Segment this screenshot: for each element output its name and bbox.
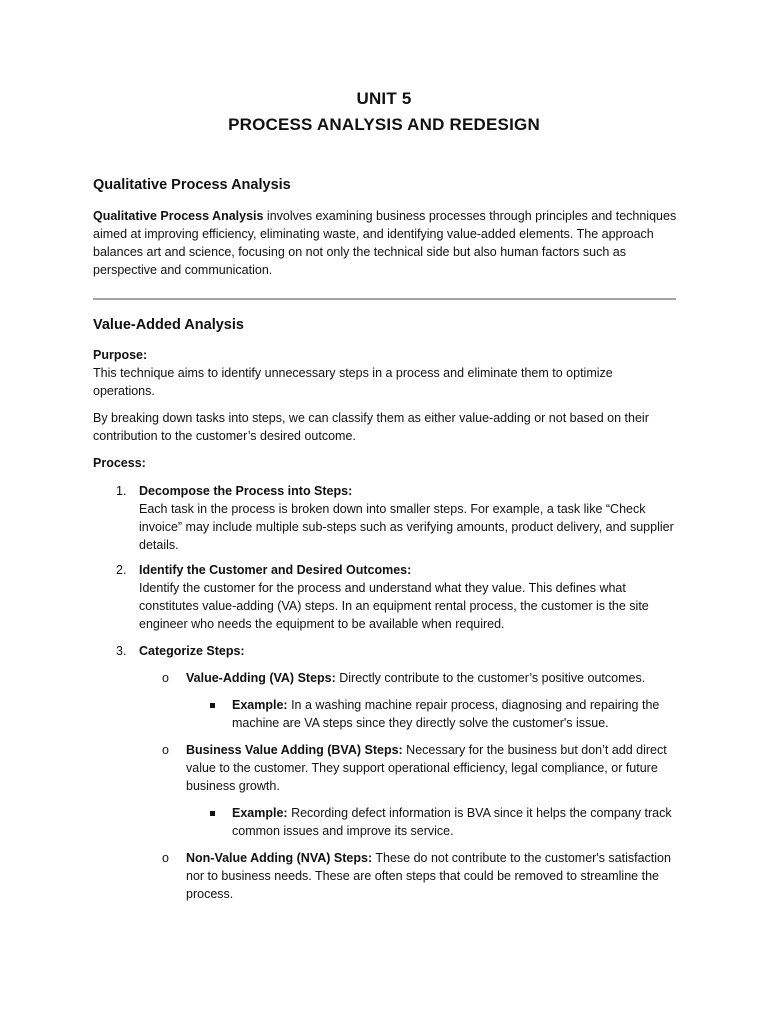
qualitative-paragraph <box>93 207 678 279</box>
category-label: Business Value Adding (BVA) Steps: <box>186 743 403 757</box>
category-text: Necessary for the business but don’t add direct value to the customer. They support operational efficiency, legal compliance, or future business growth. <box>186 743 667 793</box>
category-label: Value-Adding (VA) Steps: <box>186 671 336 685</box>
step-item <box>139 482 679 554</box>
example-item <box>232 696 678 732</box>
step-title: Identify the Customer and Desired Outcomes: <box>139 563 412 577</box>
step-title: Decompose the Process into Steps: <box>139 484 353 498</box>
purpose-text: This technique aims to identify unnecessary steps in a process and eliminate them to optimize operations. <box>93 366 613 398</box>
circle-bullet-icon: o <box>162 743 169 757</box>
chapter-title: PROCESS ANALYSIS AND REDESIGN <box>228 115 540 134</box>
purpose-label: Purpose: <box>93 348 148 362</box>
step-number: 2. <box>116 563 127 577</box>
square-bullet-icon <box>210 811 215 816</box>
example-label: Example: <box>232 806 288 820</box>
square-bullet-icon <box>210 703 215 708</box>
step-title: Categorize Steps: <box>139 644 245 658</box>
step-number: 3. <box>116 644 127 658</box>
value-added-heading: Value-Added Analysis <box>93 317 244 333</box>
circle-bullet-icon: o <box>162 671 169 685</box>
step-text: Each task in the process is broken down into smaller steps. For example, a task like “Check invoice” may include multiple sub-steps such as verifying amounts, product delivery, and supplier details. <box>139 502 674 552</box>
example-label: Example: <box>232 698 288 712</box>
process-label: Process: <box>93 456 146 470</box>
circle-bullet-icon: o <box>162 851 169 865</box>
category-label: Non-Value Adding (NVA) Steps: <box>186 851 373 865</box>
category-text: These do not contribute to the customer's satisfaction nor to business needs. These are often steps that could be removed to streamline the process. <box>186 851 671 901</box>
category-item <box>186 849 676 903</box>
breakdown-paragraph: By breaking down tasks into steps, we can classify them as either value-adding or not based on their contribution to the customer’s desired outcome. <box>93 411 649 443</box>
qualitative-term: Qualitative Process Analysis <box>93 209 264 223</box>
example-text: In a washing machine repair process, diagnosing and repairing the machine are VA steps since they directly solve the customer's issue. <box>232 698 660 730</box>
step-text: Identify the customer for the process and understand what they value. This defines what constitutes value-adding (VA) steps. In an equipment rental process, the customer is the site engineer who needs the equipment to be available when required. <box>139 581 649 631</box>
step-number: 1. <box>116 484 127 498</box>
category-text: Directly contribute to the customer’s positive outcomes. <box>335 671 646 685</box>
category-item <box>186 741 676 795</box>
example-item <box>232 804 678 840</box>
section-divider <box>93 298 676 300</box>
qualitative-text: involves examining business processes through principles and techniques aimed at improving efficiency, eliminating waste, and identifying value-added elements. The approach balances art and science, focusing on not only the technical side but also human factors such as perspective and communication. <box>93 209 677 277</box>
unit-title: UNIT 5 <box>356 89 412 108</box>
step-item <box>139 561 679 633</box>
purpose-block <box>93 346 678 400</box>
step-item <box>139 642 679 660</box>
example-text: Recording defect information is BVA since it helps the company track common issues and improve its service. <box>232 806 672 838</box>
category-item <box>186 669 676 687</box>
qualitative-heading: Qualitative Process Analysis <box>93 177 291 193</box>
